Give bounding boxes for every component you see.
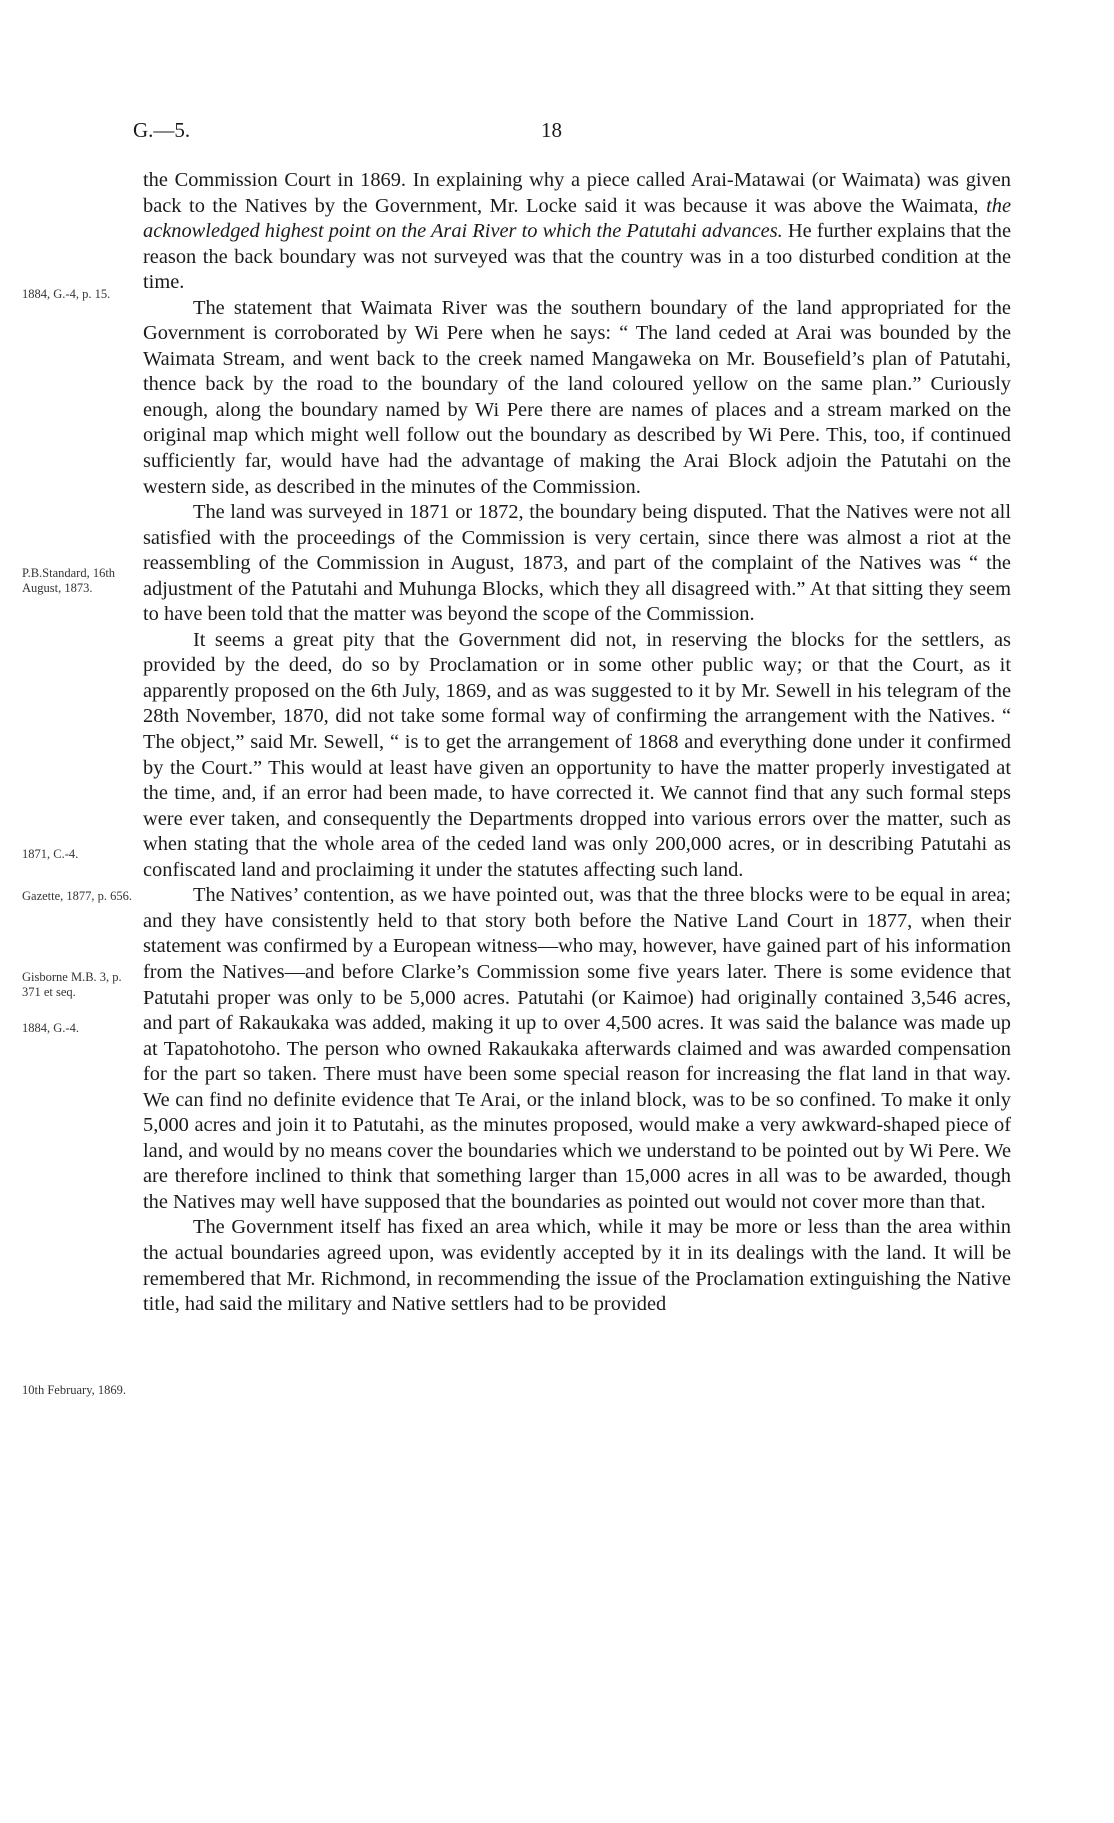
body-text xyxy=(143,168,1011,1318)
paragraph: It seems a great pity that the Government did not, in reserving the blocks for the settlers, as provided by the deed, do so by Proclamation or in some other public way; or that the Court, as it apparently proposed on the 6th July, 1869, and as was suggested to it by Mr. Sewell in his telegram of the 28th November, 1870, did not take some formal way of confirming the arrangement with the Natives. “ The object,” said Mr. Sewell, “ is to get the arrangement of 1868 and everything done under it confirmed by the Court.” This would at least have given an opportunity to have the matter properly investigated at the time, and, if an error had been made, to have corrected it. We cannot find that any such formal steps were ever taken, and consequently the Departments dropped into various errors over the matter, such as when stating that the whole area of the ceded land was only 200,000 acres, or in describing Patutahi as confiscated land and proclaiming it under the statutes affecting such land. xyxy=(143,628,1011,881)
margin-note: 1871, C.-4. xyxy=(22,847,79,861)
margin-note: 1884, G.-4. xyxy=(22,1021,79,1035)
paragraph: The Government itself has fixed an area which, while it may be more or less than the area within the actual boundaries agreed upon, was evidently accepted by it in its dealings with the land. It will be remembered that Mr. Richmond, in recommending the issue of the Proclamation extinguishing the Native title, had said the military and Native settlers had to be provided xyxy=(143,1216,1011,1316)
margin-note: Gazette, 1877, p. 656. xyxy=(22,889,133,903)
paragraph-text: He further explains that the reason the back boundary was not surveyed was that the country was in a too disturbed condition at the time. xyxy=(143,220,1011,294)
margin-note: Gisborne M.B. 3, p. 371 et seq. xyxy=(22,970,122,999)
paragraph: The land was surveyed in 1871 or 1872, the boundary being disputed. That the Natives were not all satisfied with the proceedings of the Commission is very certain, since there was almost a riot at the reassembling of the Commission in August, 1873, and part of the complaint of the Natives was “ the adjustment of the Patutahi and Muhunga Blocks, which they all disagreed with.” At that sitting they seem to have been told that the matter was beyond the scope of the Commission. xyxy=(143,501,1011,626)
document-reference: G.—5. xyxy=(133,118,191,142)
page-header xyxy=(0,118,1114,148)
margin-note: P.B.Standard, 16th August, 1873. xyxy=(22,566,116,595)
paragraph: The statement that Waimata River was the southern boundary of the land appropriated for the Government is corroborated by Wi Pere when he says: “ The land ceded at Arai was bounded by the Waimata Stream, and went back to the creek named Mangaweka on Mr. Bousefield’s plan of Patutahi, thence back by the road to the boundary of the land coloured yellow on the same plan.” Curiously enough, along the boundary named by Wi Pere there are names of places and a stream marked on the original map which might well follow out the boundary as described by Wi Pere. This, too, if continued sufficiently far, would have had the advantage of making the Arai Block adjoin the Patutahi on the western side, as described in the minutes of the Commission. xyxy=(143,296,1011,498)
paragraph-text: the Commission Court in 1869. In explaining why a piece called Arai-Matawai (or Waimata) was given back to the Natives by the Government, Mr. Locke said it was because it was above the Waimata, xyxy=(143,169,1011,217)
margin-note: 10th February, 1869. xyxy=(22,1383,127,1397)
paragraph: The Natives’ contention, as we have pointed out, was that the three blocks were to be equal in area; and they have consistently held to that story both before the Native Land Court in 1877, when their statement was confirmed by a European witness—who may, however, have gained part of his information from the Natives—and before Clarke’s Commission some five years later. There is some evidence that Patutahi proper was only to be 5,000 acres. Patutahi (or Kaimoe) had originally contained 3,546 acres, and part of Rakaukaka was added, making it up to over 4,500 acres. It was said the balance was made up at Tapatohotoho. The person who owned Rakaukaka afterwards claimed and was awarded compensation for the part so taken. There must have been some special reason for increasing the flat land in that way. We can find no definite evidence that Te Arai, or the inland block, was to be so confined. To make it only 5,000 acres and join it to Patutahi, as the minutes proposed, would make a very awkward-shaped piece of land, and would by no means cover the boundaries which we understand to be pointed out by Wi Pere. We are therefore inclined to think that something larger than 15,000 acres in all was to be awarded, though the Natives may well have supposed that the boundaries as pointed out would not cover more than that. xyxy=(143,884,1011,1213)
paragraph xyxy=(143,168,1011,296)
page-number: 18 xyxy=(541,118,562,142)
margin-note: 1884, G.-4, p. 15. xyxy=(22,287,111,301)
italic-quote: the acknowledged highest point on the Arai River to which the Patutahi advances. xyxy=(143,194,1011,243)
